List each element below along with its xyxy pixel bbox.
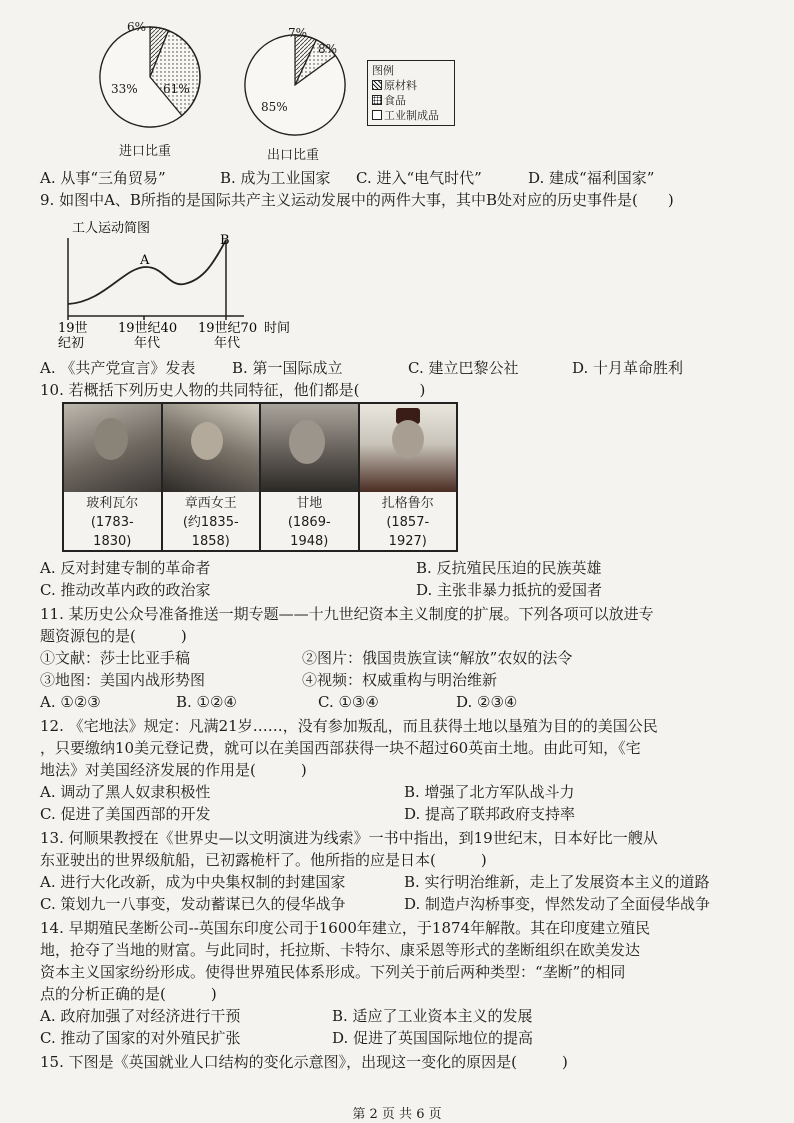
q8-option-d[interactable]: D. 建成“福利国家” (528, 169, 655, 187)
import-label-61: 61% (163, 82, 190, 96)
zaghloul-caption (360, 494, 457, 550)
q11-option-c[interactable]: C. ①③④ (318, 693, 379, 711)
rani-year2: 1858) (191, 534, 230, 549)
q11-option-b[interactable]: B. ①②④ (176, 693, 237, 711)
legend-label-raw: 原材料 (384, 79, 417, 92)
import-label-33: 33% (111, 82, 138, 96)
q10-option-a[interactable]: A. 反对封建专制的革命者 (40, 559, 211, 577)
q9-option-c[interactable]: C. 建立巴黎公社 (408, 359, 519, 377)
legend-title: 图例 (372, 64, 394, 77)
import-pie-title: 进口比重 (119, 144, 172, 159)
q14-stem-line2: 地，抢夺了当地的财富。与此同时，托拉斯、卡特尔、康采恩等形式的垄断组织在欧美发达 (40, 941, 641, 959)
q11-item-1: ①文献：莎士比亚手稿 (40, 649, 191, 667)
portrait-rani (163, 404, 262, 550)
q12-option-b[interactable]: B. 增强了北方军队战斗力 (404, 783, 575, 801)
q12-stem-line1: 12. 《宅地法》规定：凡满21岁……，没有参加叛乱，而且获得土地以垦殖为目的的美国公民 (40, 717, 658, 735)
q12-option-c[interactable]: C. 促进了美国西部的开发 (40, 805, 211, 823)
q11-option-a[interactable]: A. ①②③ (40, 693, 101, 711)
q8-option-b[interactable]: B. 成为工业国家 (220, 169, 331, 187)
q9-option-b[interactable]: B. 第一国际成立 (232, 359, 343, 377)
q14-stem-line1: 14. 早期殖民垄断公司--英国东印度公司于1600年建立，于1874年解散。其在印度建立殖民 (40, 919, 651, 937)
portrait-bolivar (64, 404, 163, 550)
legend-item-food (372, 93, 450, 108)
import-label-6: 6% (127, 20, 147, 34)
point-b-label: B (220, 233, 230, 248)
tick3-label-line1: 19世纪70 (198, 321, 258, 336)
zaghloul-name: 扎格鲁尔 (381, 496, 434, 511)
trend-line (68, 240, 226, 304)
tick2-label-line1: 19世纪40 (118, 321, 178, 336)
workers-movement-chart (54, 212, 314, 352)
x-axis-label: 时间 (264, 321, 291, 336)
q13-option-c[interactable]: C. 策划九一八事变，发动蓄谋已久的侵华战争 (40, 895, 346, 913)
gandhi-year1: (1869- (287, 515, 331, 530)
q14-option-d[interactable]: D. 促进了英国国际地位的提高 (332, 1029, 534, 1047)
rani-name: 章西女王 (184, 496, 237, 511)
q14-option-b[interactable]: B. 适应了工业资本主义的发展 (332, 1007, 533, 1025)
portrait-zaghloul (360, 404, 457, 550)
export-label-8: 8% (318, 42, 338, 56)
bolivar-face (94, 418, 128, 460)
rani-year1: (约1835- (182, 515, 239, 530)
q10-option-d[interactable]: D. 主张非暴力抵抗的爱国者 (416, 581, 603, 599)
chart-title: 工人运动简图 (72, 221, 151, 236)
gandhi-face (289, 420, 325, 464)
tick1-label-line2: 纪初 (58, 336, 85, 351)
export-label-85: 85% (261, 100, 288, 114)
q15-stem: 15. 下图是《英国就业人口结构的变化示意图》，出现这一变化的原因是( ) (40, 1053, 568, 1071)
point-a-label: A (140, 253, 150, 268)
page-footer: 第 2 页 共 6 页 (352, 1107, 442, 1122)
q9-option-d[interactable]: D. 十月革命胜利 (572, 359, 684, 377)
q10-option-c[interactable]: C. 推动改革内政的政治家 (40, 581, 211, 599)
q12-stem-line2: ，只要缴纳10美元登记费，就可以在美国西部获得一块不超过60英亩土地。由此可知，《宅 (40, 739, 641, 757)
tick2-label-line2: 年代 (134, 336, 161, 351)
bolivar-caption (64, 494, 161, 550)
rani-face (191, 422, 223, 460)
q10-stem: 10. 若概括下列历史人物的共同特征，他们都是( ) (40, 381, 426, 399)
legend-item-raw (372, 78, 450, 93)
q8-option-a[interactable]: A. 从事“三角贸易” (40, 169, 166, 187)
legend-swatch-raw (372, 80, 382, 90)
q8-option-c[interactable]: C. 进入“电气时代” (356, 169, 482, 187)
export-label-7: 7% (288, 26, 308, 40)
q11-item-2: ②图片：俄国贵族宣读“解放”农奴的法令 (302, 649, 573, 667)
bolivar-photo (64, 404, 161, 492)
q11-item-3: ③地图：美国内战形势图 (40, 671, 206, 689)
zaghloul-photo (360, 404, 457, 492)
zaghloul-year2: 1927) (388, 534, 427, 549)
legend-swatch-manufactured (372, 110, 382, 120)
rani-caption (163, 494, 260, 550)
gandhi-year2: 1948) (290, 534, 329, 549)
q10-option-b[interactable]: B. 反抗殖民压迫的民族英雄 (416, 559, 602, 577)
gandhi-photo (261, 404, 358, 492)
q11-stem-line2: 题资源包的是( ) (40, 627, 187, 645)
gandhi-name: 甘地 (296, 496, 323, 511)
portrait-strip (62, 402, 458, 552)
q11-stem-line1: 11. 某历史公众号准备推送一期专题——十九世纪资本主义制度的扩展。下列各项可以放进专 (40, 605, 654, 623)
q12-stem-line3: 地法》对美国经济发展的作用是( ) (40, 761, 307, 779)
gandhi-caption (261, 494, 358, 550)
import-pie-chart (95, 22, 205, 132)
legend-label-food: 食品 (384, 94, 406, 107)
q9-stem: 9. 如图中A、B所指的是国际共产主义运动发展中的两件大事，其中B处对应的历史事件是( ) (40, 191, 674, 209)
q14-stem-line4: 点的分析正确的是( ) (40, 985, 217, 1003)
zaghloul-year1: (1857- (386, 515, 430, 530)
export-pie-title: 出口比重 (267, 148, 320, 163)
q13-stem-line1: 13. 何顺果教授在《世界史—以文明演进为线索》一书中指出，到19世纪末，日本好比一艘从 (40, 829, 658, 847)
q12-option-a[interactable]: A. 调动了黑人奴隶积极性 (40, 783, 211, 801)
q9-option-a[interactable]: A. 《共产党宣言》发表 (40, 359, 196, 377)
tick1-label-line1: 19世 (58, 321, 88, 336)
q13-option-d[interactable]: D. 制造卢沟桥事变，悍然发动了全面侵华战争 (404, 895, 711, 913)
tick3-label-line2: 年代 (214, 336, 241, 351)
rani-photo (163, 404, 260, 492)
legend-swatch-food (372, 95, 382, 105)
q11-item-4: ④视频：权威重构与明治维新 (302, 671, 498, 689)
bolivar-year2: 1830) (93, 534, 132, 549)
q14-option-c[interactable]: C. 推动了国家的对外殖民扩张 (40, 1029, 241, 1047)
q14-option-a[interactable]: A. 政府加强了对经济进行干预 (40, 1007, 241, 1025)
q11-option-d[interactable]: D. ②③④ (456, 693, 518, 711)
legend-label-manufactured: 工业制成品 (384, 109, 439, 122)
pie-legend (367, 60, 455, 126)
q13-option-a[interactable]: A. 进行大化改新，成为中央集权制的封建国家 (40, 873, 346, 891)
q12-option-d[interactable]: D. 提高了联邦政府支持率 (404, 805, 576, 823)
q13-option-b[interactable]: B. 实行明治维新，走上了发展资本主义的道路 (404, 873, 710, 891)
portrait-gandhi (261, 404, 360, 550)
bolivar-name: 玻利瓦尔 (86, 496, 139, 511)
q14-stem-line3: 资本主义国家纷纷形成。使得世界殖民体系形成。下列关于前后两种类型：“垄断”的相同 (40, 963, 626, 981)
zaghloul-face (392, 420, 424, 458)
legend-item-manufactured (372, 108, 450, 123)
bolivar-year1: (1783- (90, 515, 134, 530)
q13-stem-line2: 东亚驶出的世界级航船，已初露桅杆了。他所指的应是日本( ) (40, 851, 487, 869)
